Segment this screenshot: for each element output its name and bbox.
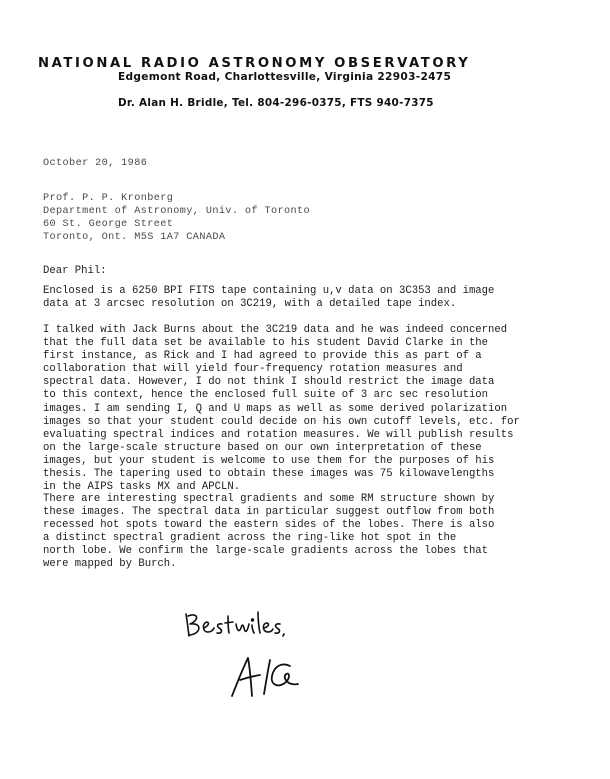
recipient-department: Department of Astronomy, Univ. of Toronto — [43, 206, 311, 217]
text-line: There are interesting spectral gradients and some RM structure shown by — [43, 493, 495, 505]
text-line: data at 3 arcsec resolution on 3C219, with a detailed tape index. — [43, 298, 457, 311]
text-line: were mapped by Burch. — [43, 558, 177, 571]
text-line: in the AIPS tasks MX and APCLN. — [43, 481, 241, 494]
signature — [228, 652, 308, 700]
recipient-address — [43, 192, 310, 244]
letterhead-contact: Dr. Alan H. Bridle, Tel. 804-296-0375, FTS 940-7375 — [118, 97, 434, 109]
salutation: Dear Phil: — [43, 265, 107, 277]
text-line: I talked with Jack Burns about the 3C219 data and he was indeed concerned — [43, 324, 508, 336]
text-line: on the large-scale structure based on our own interpretation of these — [43, 441, 482, 454]
text-line: collaboration that will yield four-frequency rotation measures and — [43, 363, 463, 376]
text-line: to this context, hence the enclosed full suite of 3 arc sec resolution — [43, 389, 489, 402]
handwritten-closing — [180, 606, 290, 646]
recipient-name: Prof. P. P. Kronberg — [43, 193, 174, 204]
paragraph-2 — [43, 324, 598, 494]
text-line: images, but your student is welcome to use them for the purposes of his — [43, 454, 495, 467]
text-line: these images. The spectral data in particular suggest outflow from both — [43, 506, 495, 519]
text-line: thesis. The tapering used to obtain these images was 75 kilowavelengths — [43, 468, 495, 481]
text-line: images so that your student could decide on his own cutoff levels, etc. for — [43, 415, 520, 428]
letterhead-organization: NATIONAL RADIO ASTRONOMY OBSERVATORY — [38, 56, 471, 71]
paragraph-3 — [43, 493, 598, 572]
letterhead-address: Edgemont Road, Charlottesville, Virginia 22903-2475 — [118, 71, 452, 83]
text-line: spectral data. However, I do not think I should restrict the image data — [43, 376, 495, 389]
text-line: north lobe. We confirm the large-scale gradients across the lobes that — [43, 545, 489, 558]
letter-date: October 20, 1986 — [43, 158, 148, 169]
text-line: Enclosed is a 6250 BPI FITS tape containing u,v data on 3C353 and image — [43, 285, 495, 297]
paragraph-1 — [43, 285, 598, 311]
text-line: evaluating spectral indices and rotation measures. We will publish results — [43, 428, 514, 441]
text-line: a distinct spectral gradient across the ring-like hot spot in the — [43, 532, 457, 545]
text-line: first instance, as Rick and I had agreed to provide this as part of a — [43, 350, 482, 363]
text-line: that the full data set be available to his student David Clarke in the — [43, 337, 489, 350]
recipient-street: 60 St. George Street — [43, 219, 174, 230]
text-line: images. I am sending I, Q and U maps as well as some derived polarization — [43, 402, 508, 415]
text-line: recessed hot spots toward the eastern sides of the lobes. There is also — [43, 519, 495, 532]
recipient-city: Toronto, Ont. M5S 1A7 CANADA — [43, 232, 226, 243]
